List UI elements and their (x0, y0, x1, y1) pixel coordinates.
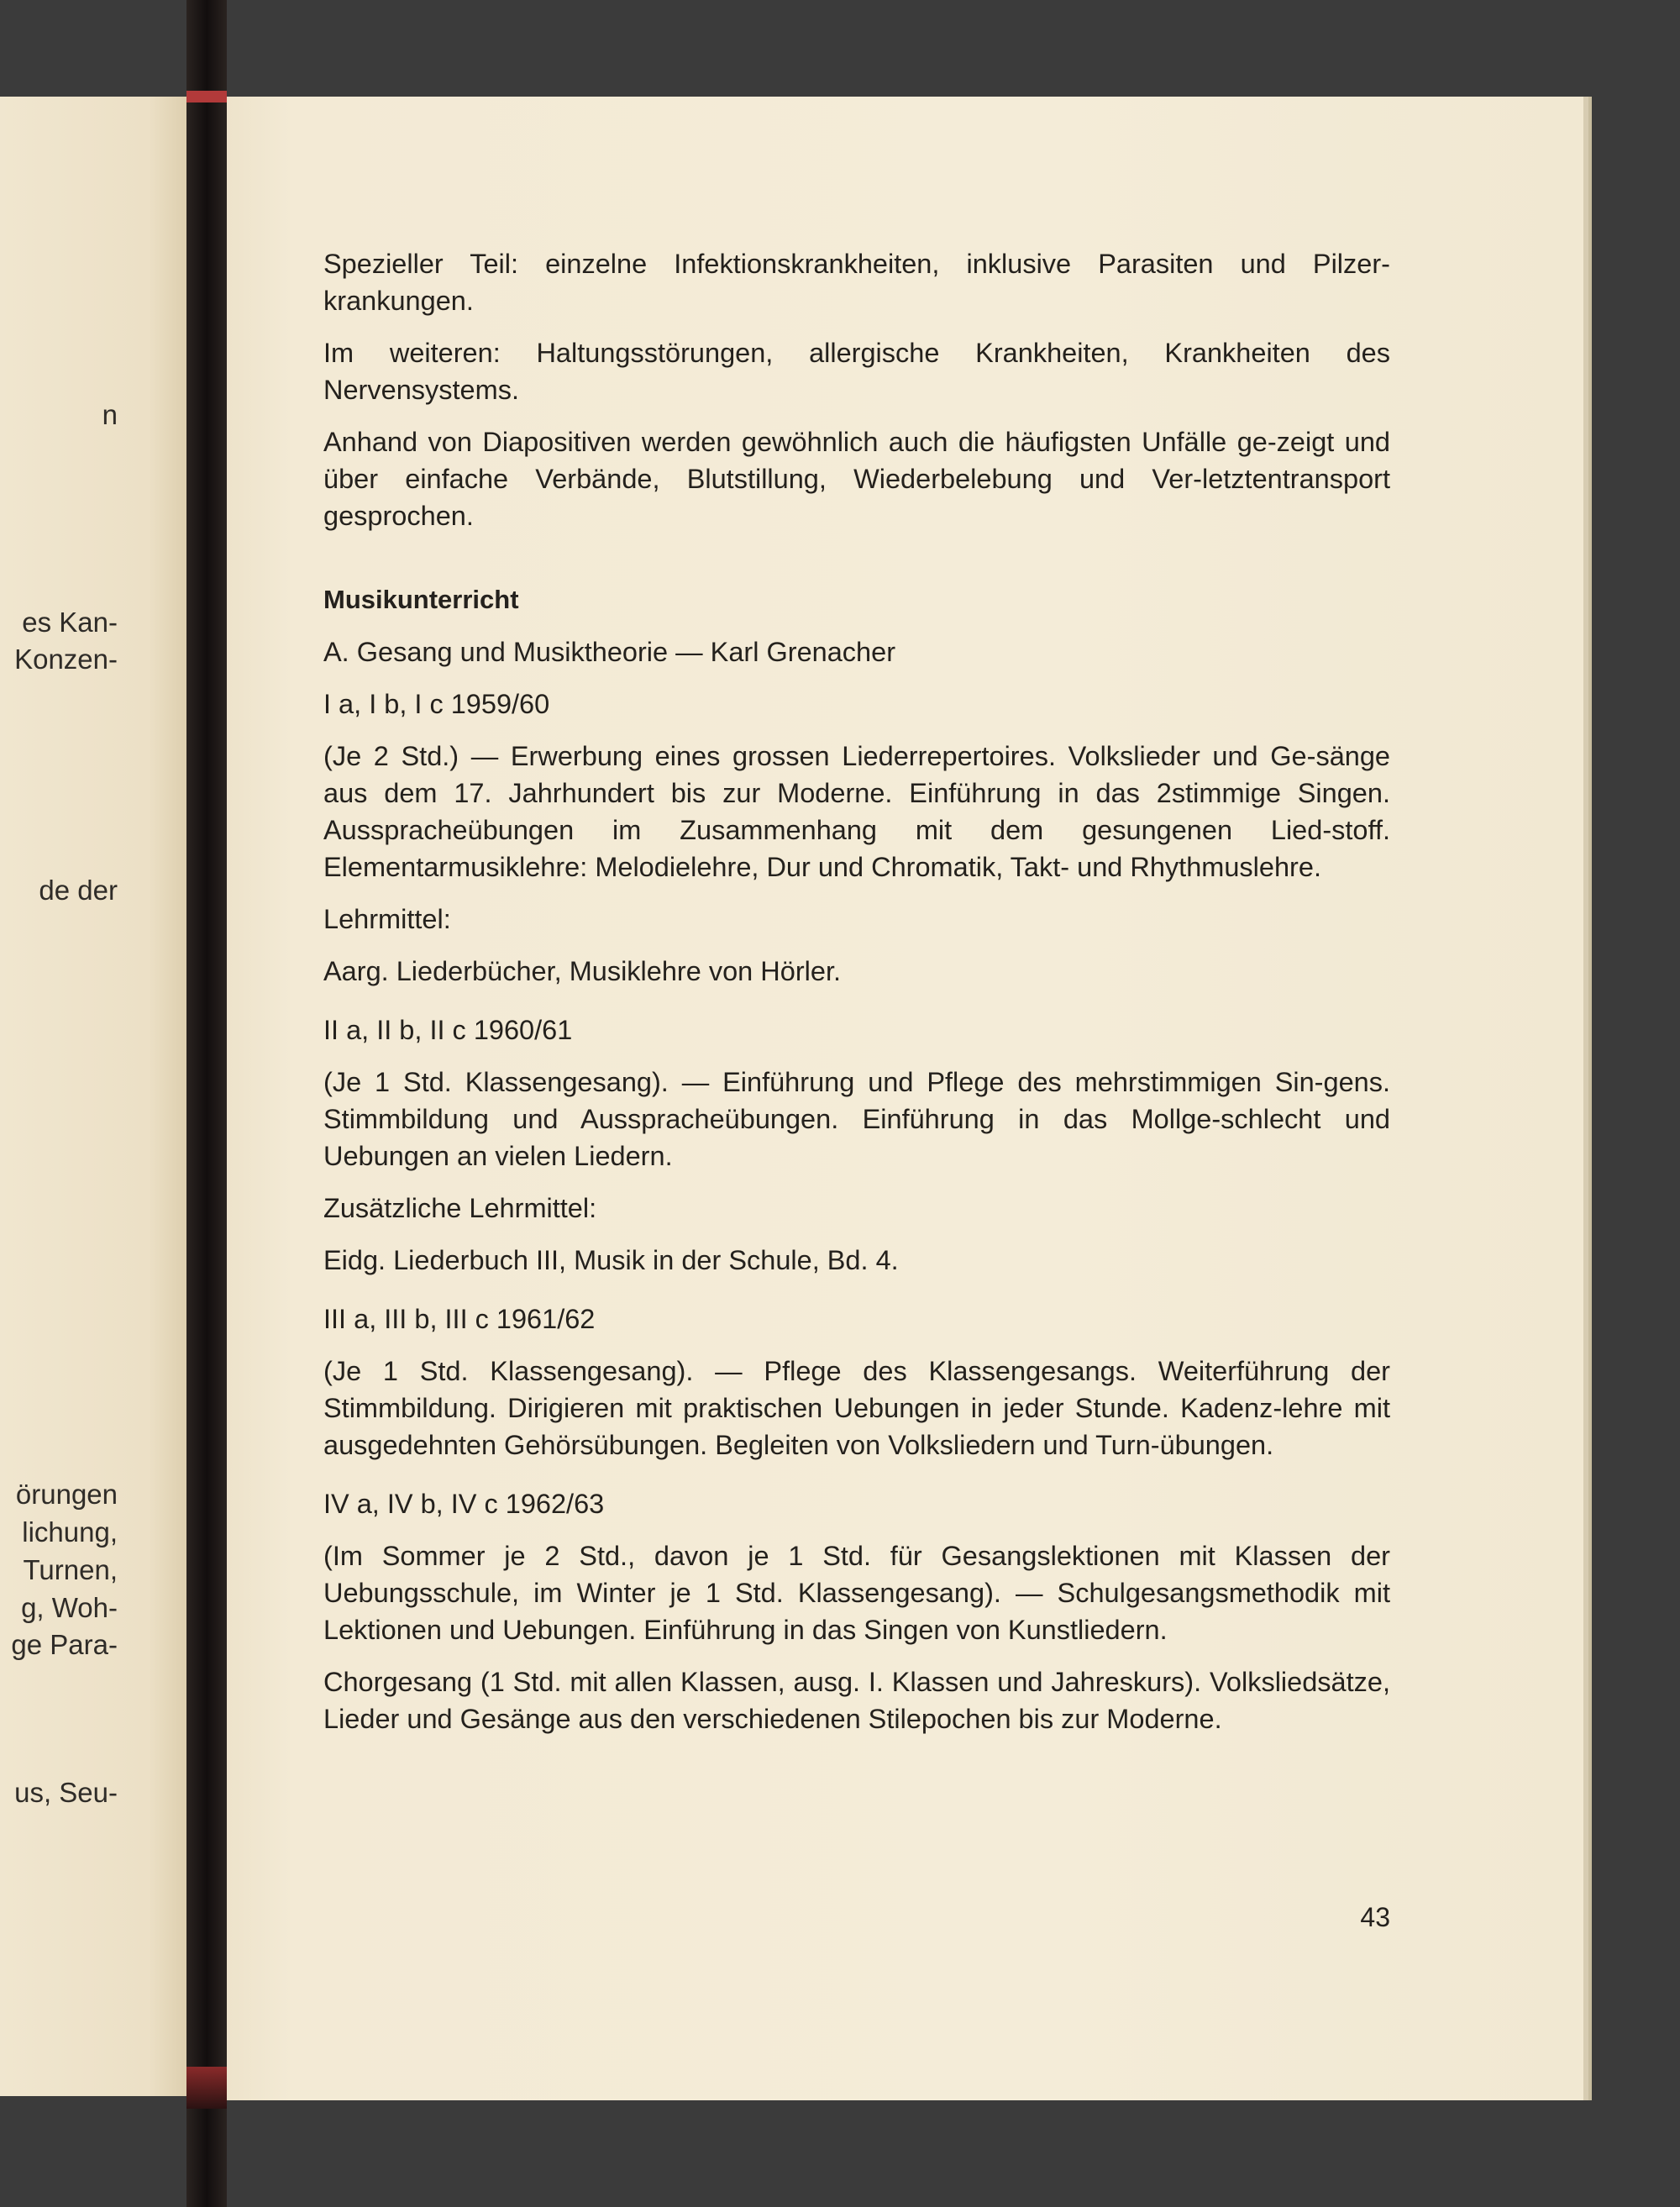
materials-label: Zusätzliche Lehrmittel: (323, 1193, 597, 1223)
left-fragment: de der (39, 875, 118, 906)
left-page (0, 97, 197, 2096)
book-gutter (186, 0, 227, 2207)
class-heading: I a, I b, I c 1959/60 (323, 689, 550, 719)
paragraph: Anhand von Diapositiven werden gewöhnlich auch die häufigsten Unfälle ge-zeigt und über einfache Verbände, Blutstillung, Wiederbelebung und Ver-letztentransport gesprochen. (323, 427, 1390, 531)
left-fragment: Turnen, (23, 1554, 118, 1585)
paragraph: Chorgesang (1 Std. mit allen Klassen, ausg. I. Klassen und Jahreskurs). Volksliedsätze, Lieder und Gesänge aus den verschiedenen Stilepochen bis zur Moderne. (323, 1667, 1390, 1734)
left-fragment: us, Seu- (14, 1777, 118, 1808)
paragraph: Im weiteren: Haltungsstörungen, allergische Krankheiten, Krankheiten des Nervensystems. (323, 338, 1390, 405)
materials-text: Aarg. Liederbücher, Musiklehre von Hörler. (323, 956, 842, 986)
left-fragment: lichung, (22, 1516, 118, 1548)
bookmark-ribbon (186, 2067, 227, 2109)
paragraph: (Je 2 Std.) — Erwerbung eines grossen Liederrepertoires. Volkslieder und Ge-sänge aus dem 17. Jahrhundert bis zur Moderne. Einführung in das 2stimmige Singen. Ausspracheübungen im Zusammenhang mit dem gesungenen Lied-stoff. Elementarmusiklehre: Melodielehre, Dur und Chromatik, Takt- und Rhythmuslehre. (323, 741, 1390, 882)
left-fragment: es Kan- (22, 607, 118, 638)
paragraph: (Je 1 Std. Klassengesang). — Einführung und Pflege des mehrstimmigen Sin-gens. Stimmbildung und Ausspracheübungen. Einführung in das Mollge-schlecht und Uebungen an vielen Liedern. (323, 1067, 1390, 1171)
materials-text: Eidg. Liederbuch III, Musik in der Schule, Bd. 4. (323, 1245, 899, 1275)
left-fragment: ge Para- (11, 1629, 118, 1660)
class-heading: III a, III b, III c 1961/62 (323, 1304, 596, 1334)
paragraph: (Je 1 Std. Klassengesang). — Pflege des Klassengesangs. Weiterführung der Stimmbildung. Dirigieren mit praktischen Uebungen in jeder Stunde. Kadenz-lehre mit ausgedehnten Gehörsübungen. Begleiten von Volksliedern und Turn-übungen. (323, 1356, 1390, 1460)
class-heading: II a, II b, II c 1960/61 (323, 1015, 573, 1045)
page-number: 43 (1360, 1902, 1390, 1932)
left-fragment: g, Woh- (21, 1592, 118, 1623)
left-fragment: örungen (15, 1479, 118, 1510)
paragraph: Spezieller Teil: einzelne Infektionskrankheiten, inklusive Parasiten und Pilzer-krankungen. (323, 249, 1390, 316)
section-subtitle: A. Gesang und Musiktheorie — Karl Grenacher (323, 637, 896, 667)
class-heading: IV a, IV b, IV c 1962/63 (323, 1489, 605, 1519)
paragraph: (Im Sommer je 2 Std., davon je 1 Std. für Gesangslektionen mit Klassen der Uebungsschule, im Winter je 1 Std. Klassengesang). — Schulgesangsmethodik mit Lektionen und Uebungen. Einführung in das Singen von Kunstliedern. (323, 1541, 1390, 1645)
left-fragment: Konzen- (14, 644, 118, 675)
section-title: Musikunterricht (323, 585, 519, 614)
materials-label: Lehrmittel: (323, 904, 451, 934)
page-content (323, 245, 1390, 1737)
left-fragment: n (102, 399, 118, 430)
bookmark-ribbon (186, 91, 227, 102)
